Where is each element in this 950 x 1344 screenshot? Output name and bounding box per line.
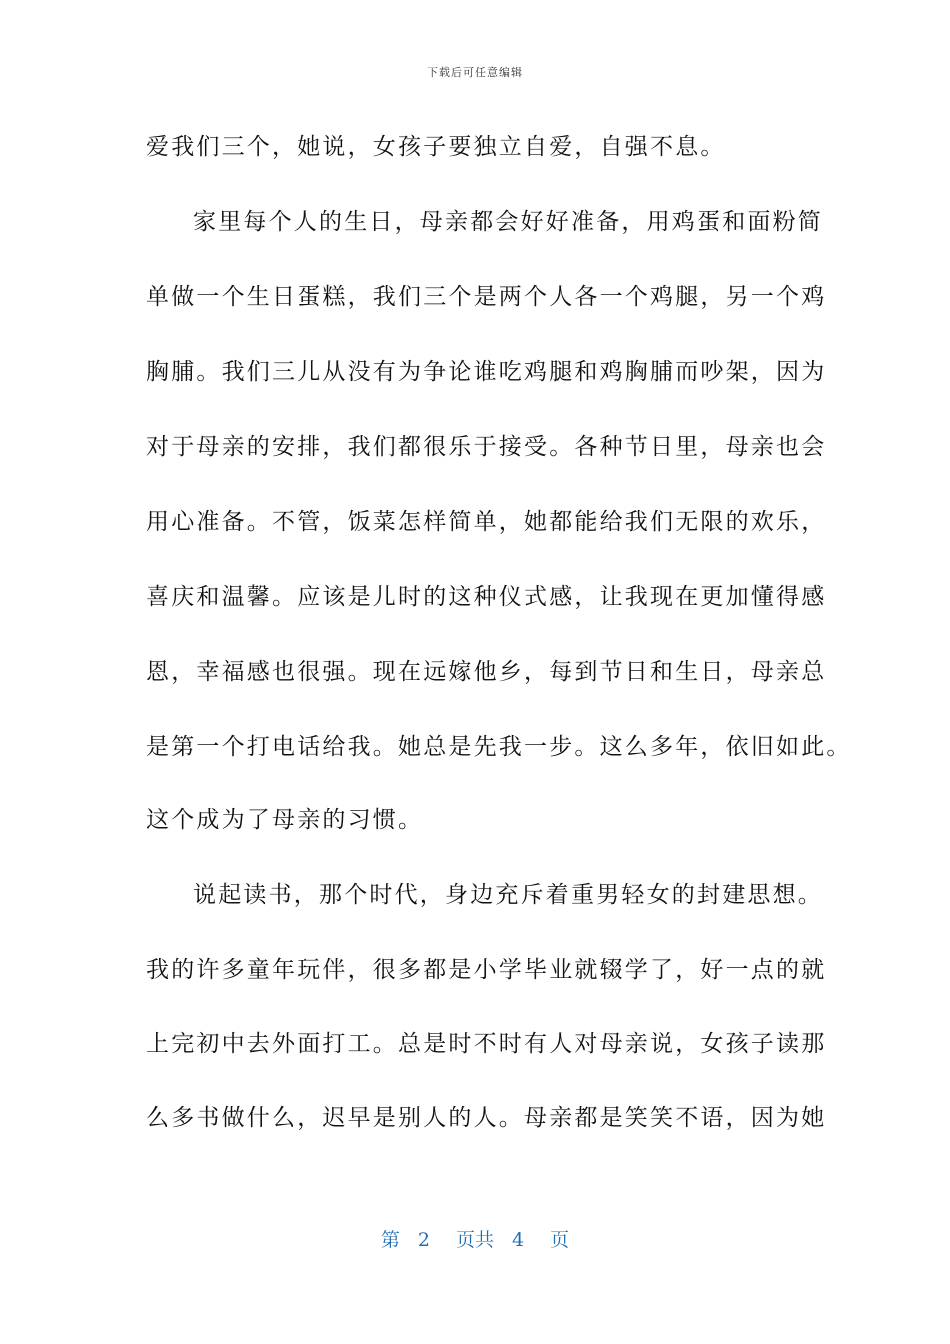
text-line: 家里每个人的生日，母亲都会好好准备，用鸡蛋和面粉简 bbox=[193, 209, 823, 235]
text-line: 单做一个生日蛋糕，我们三个是两个人各一个鸡腿，另一个鸡 bbox=[146, 284, 827, 310]
text-line: 喜庆和温馨。应该是儿时的这种仪式感，让我现在更加懂得感 bbox=[146, 584, 827, 610]
footer-prefix: 第 bbox=[380, 1229, 400, 1251]
footer-suffix: 页 bbox=[550, 1229, 570, 1251]
text-line: 是第一个打电话给我。她总是先我一步。这么多年，依旧如此。 bbox=[146, 734, 852, 760]
current-page-number: 2 bbox=[417, 1229, 430, 1251]
page-number-footer bbox=[0, 1225, 950, 1252]
text-line: 上完初中去外面打工。总是时不时有人对母亲说，女孩子读那 bbox=[146, 1031, 827, 1057]
text-line: 说起读书，那个时代，身边充斥着重男轻女的封建思想。 bbox=[193, 882, 823, 908]
page-header-note: 下载后可任意编辑 bbox=[427, 66, 523, 79]
text-line: 胸脯。我们三儿从没有为争论谁吃鸡腿和鸡胸脯而吵架，因为 bbox=[146, 359, 827, 385]
footer-middle: 页共 bbox=[455, 1229, 494, 1251]
text-line: 恩，幸福感也很强。现在远嫁他乡，每到节日和生日，母亲总 bbox=[146, 659, 827, 685]
text-line: 我的许多童年玩伴，很多都是小学毕业就辍学了，好一点的就 bbox=[146, 957, 827, 983]
text-line: 爱我们三个，她说，女孩子要独立自爱，自强不息。 bbox=[146, 134, 726, 160]
total-pages-number: 4 bbox=[512, 1229, 525, 1251]
text-line: 用心准备。不管，饭菜怎样简单，她都能给我们无限的欢乐， bbox=[146, 509, 827, 535]
text-line: 对于母亲的安排，我们都很乐于接受。各种节日里，母亲也会 bbox=[146, 434, 827, 460]
text-line: 这个成为了母亲的习惯。 bbox=[146, 807, 424, 833]
text-line: 么多书做什么，迟早是别人的人。母亲都是笑笑不语，因为她 bbox=[146, 1105, 827, 1131]
